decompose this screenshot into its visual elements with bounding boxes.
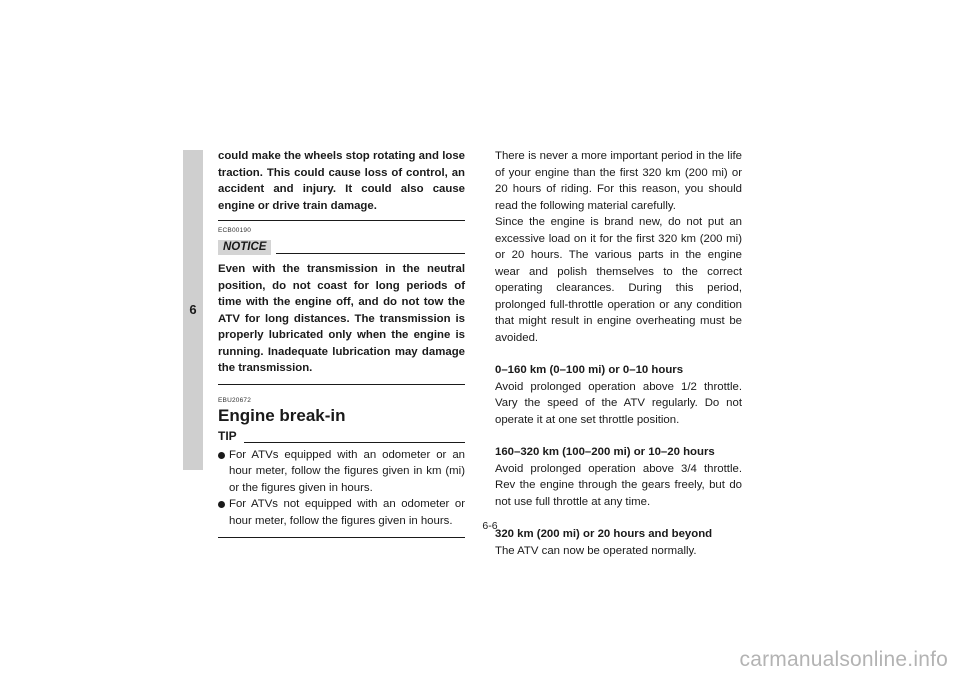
intro-paragraph: There is never a more important period in the life of your engine than the first 320 km (200 mi) or 20 hours of riding. For this reason, you should read the following material carefully. (495, 150, 742, 212)
left-column (218, 148, 465, 538)
stage-text: Avoid prolonged operation above 1/2 throttle. Vary the speed of the ATV regularly. Do not operate it at one set throttle position. (495, 380, 742, 426)
tip-header (218, 429, 465, 446)
stage-title: 160–320 km (100–200 mi) or 10–20 hours (495, 446, 715, 458)
notice-end-rule (218, 384, 465, 385)
bullet-dot-icon (218, 501, 225, 508)
tip-label: TIP (218, 428, 237, 443)
chapter-tab-number: 6 (189, 302, 197, 317)
break-in-paragraph: Since the engine is brand new, do not put an excessive load on it for the first 320 km (200 mi) or 20 hours. The various parts in the engine wear and polish themselves to the correct operating clearances. During this period, prolonged full-throttle operation or any condition that might result in engine overheating must be avoided. (495, 216, 742, 344)
stage-title: 0–160 km (0–100 mi) or 0–10 hours (495, 364, 684, 376)
notice-text: Even with the transmission in the neutral position, do not coast for long periods of time with the engine off, and do not tow the ATV for long distances. The transmission is properly lubricated only when the engine is running. Inadequate lubrication may damage the transmission. (218, 263, 465, 374)
tip-end-rule (218, 537, 465, 538)
site-watermark: carmanualsonline.info (739, 648, 948, 671)
notice-label: NOTICE (218, 240, 271, 255)
section-title: Engine break-in (218, 405, 346, 425)
warning-end-rule (218, 220, 465, 221)
notice-header-rule (276, 253, 465, 254)
tip-item-text: For ATVs not equipped with an odometer or hour meter, follow the figures given in hours. (229, 498, 465, 527)
stage-text: The ATV can now be operated normally. (495, 544, 697, 557)
page-number: 6-6 (482, 520, 498, 532)
notice-code: ECB00190 (218, 227, 252, 234)
notice-header (218, 240, 465, 258)
stage-title: 320 km (200 mi) or 20 hours and beyond (495, 528, 713, 540)
tip-item (218, 496, 465, 529)
tip-header-rule (244, 442, 465, 443)
tip-item (218, 447, 465, 497)
tip-item-text: For ATVs equipped with an odometer or an hour meter, follow the figures given in km (mi) or the figures given in hours. (229, 448, 465, 494)
bullet-dot-icon (218, 452, 225, 459)
section-code: EBU20672 (218, 396, 252, 404)
stage-text: Avoid prolonged operation above 3/4 throttle. Rev the engine through the gears freely, but do not use full throttle at any time. (495, 462, 742, 508)
right-column (495, 148, 742, 559)
warning-continuation: could make the wheels stop rotating and lose traction. This could cause loss of control, an accident and injury. It could also cause engine or drive train damage. (218, 150, 465, 212)
chapter-tab (183, 150, 203, 470)
